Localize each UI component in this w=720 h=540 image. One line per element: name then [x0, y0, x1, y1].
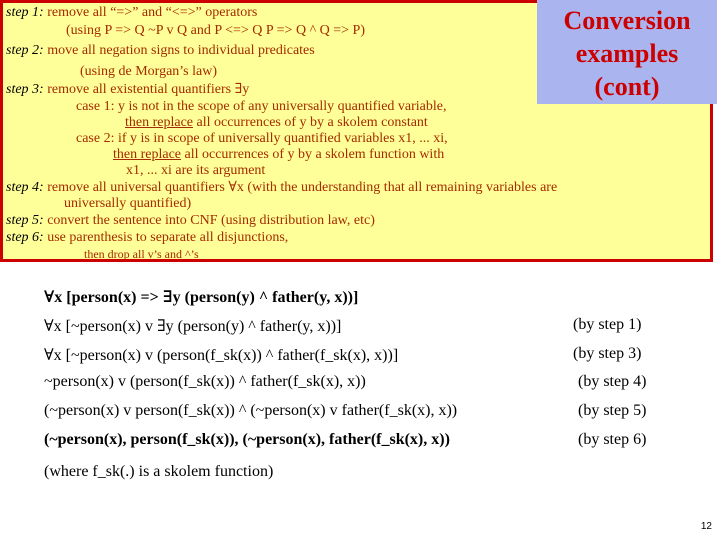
step-4	[6, 180, 557, 196]
step-label: step 5:	[6, 213, 44, 228]
title-line: Conversion	[563, 6, 691, 35]
example-step4: ~person(x) v (person(f_sk(x)) ^ father(f_sk(x), x))	[44, 373, 366, 390]
step-text: move all negation signs to individual predicates	[47, 43, 315, 58]
title-line: examples	[575, 39, 679, 68]
example-step6-note: (by step 6)	[578, 431, 647, 448]
step-label: step 1:	[6, 5, 44, 20]
step-4-cont: universally quantified)	[64, 196, 192, 211]
footnote: (where f_sk(.) is a skolem function)	[44, 463, 274, 480]
example-step4-note: (by step 4)	[578, 373, 647, 390]
step-2-note: (using de Morgan’s law)	[80, 64, 217, 79]
step-5	[6, 213, 375, 229]
example-step1: ∀x [~person(x) v ∃y (person(y) ^ father(y, x))]	[44, 318, 342, 335]
example-step3-note: (by step 3)	[573, 345, 642, 362]
example-step3: ∀x [~person(x) v (person(f_sk(x)) ^ father(f_sk(x), x))]	[44, 347, 399, 364]
page-number: 12	[700, 521, 712, 532]
example-original: ∀x [person(x) => ∃y (person(y) ^ father(y, x))]	[44, 289, 359, 306]
step-1	[6, 5, 257, 21]
then-replace: then replace	[125, 115, 194, 130]
step-text: remove all universal quantifiers ∀x (with the understanding that all remaining variables are	[47, 180, 558, 195]
example-step5-note: (by step 5)	[578, 402, 647, 419]
step-text: convert the sentence into CNF (using distribution law, etc)	[47, 213, 375, 228]
case-2: case 2: if y is in scope of universally quantified variables x1, ... xi,	[76, 131, 448, 146]
step-text: use parenthesis to separate all disjunctions,	[47, 230, 289, 245]
step-label: step 3:	[6, 82, 44, 97]
step-6	[6, 230, 288, 246]
example-step6: (~person(x), person(f_sk(x)), (~person(x), father(f_sk(x), x))	[44, 431, 450, 448]
step-label: step 4:	[6, 180, 44, 195]
case-2-then	[113, 147, 444, 163]
then-replace: then replace	[113, 147, 182, 162]
example-step5: (~person(x) v person(f_sk(x)) ^ (~person(x) v father(f_sk(x), x))	[44, 402, 458, 419]
step-1-note: (using P => Q ~P v Q and P <=> Q P => Q ^ Q => P)	[66, 23, 365, 38]
step-label: step 6:	[6, 230, 44, 245]
slide-title	[537, 0, 717, 104]
title-line: (cont)	[594, 72, 660, 101]
step-text: remove all existential quantifiers ∃y	[47, 82, 250, 97]
step-label: step 2:	[6, 43, 44, 58]
example-step1-note: (by step 1)	[573, 316, 642, 333]
case-1: case 1: y is not in the scope of any universally quantified variable,	[76, 99, 447, 114]
step-6-cont: then drop all v’s and ^’s	[84, 247, 199, 261]
step-2	[6, 43, 315, 59]
step-text: remove all “=>” and “<=>” operators	[47, 5, 258, 20]
case-2-rest: all occurrences of y by a skolem function with	[181, 147, 445, 162]
case-1-then	[125, 115, 428, 131]
case-1-rest: all occurrences of y by a skolem constant	[193, 115, 428, 130]
case-2-arg: x1, ... xi are its argument	[126, 163, 266, 178]
step-3	[6, 82, 249, 98]
